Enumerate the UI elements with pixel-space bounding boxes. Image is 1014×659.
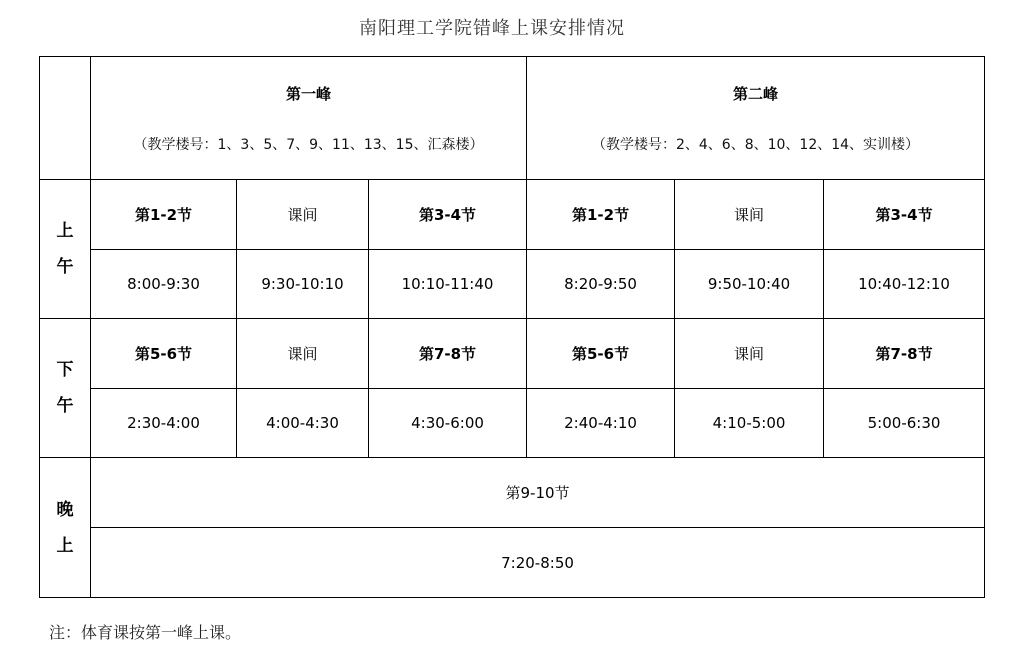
peak-name: 第二峰 (733, 84, 779, 103)
corner-cell (40, 57, 91, 180)
session-label: 第7-8节 (824, 319, 985, 389)
period-char: 上 (56, 221, 74, 241)
time-cell: 9:50-10:40 (675, 250, 824, 319)
break-label: 课间 (237, 180, 369, 250)
page-title: 南阳理工学院错峰上课安排情况 (359, 18, 625, 39)
session-label: 第3-4节 (824, 180, 985, 250)
time-cell: 4:10-5:00 (675, 389, 824, 458)
period-char: 晚 (56, 499, 74, 520)
time-cell: 2:30-4:00 (91, 389, 237, 458)
time-cell: 10:10-11:40 (369, 250, 527, 319)
evening-session-label: 第9-10节 (91, 458, 985, 528)
period-char: 午 (56, 257, 74, 277)
break-label: 课间 (675, 319, 824, 389)
time-cell: 10:40-12:10 (824, 250, 985, 319)
time-cell: 8:20-9:50 (527, 250, 675, 319)
period-char: 上 (56, 535, 74, 556)
evening-time-cell: 7:20-8:50 (91, 528, 985, 598)
time-cell: 2:40-4:10 (527, 389, 675, 458)
break-label: 课间 (237, 319, 369, 389)
break-label: 课间 (675, 180, 824, 250)
session-label: 第7-8节 (369, 319, 527, 389)
peak-buildings: （教学楼号：2、4、6、8、10、12、14、实训楼） (591, 136, 920, 153)
schedule-table (39, 56, 985, 598)
time-cell: 4:00-4:30 (237, 389, 369, 458)
period-evening (40, 458, 91, 598)
session-label: 第5-6节 (527, 319, 675, 389)
peak-buildings: （教学楼号：1、3、5、7、9、11、13、15、汇森楼） (133, 136, 484, 153)
period-morning (40, 180, 91, 319)
time-cell: 4:30-6:00 (369, 389, 527, 458)
time-cell: 8:00-9:30 (91, 250, 237, 319)
time-cell: 5:00-6:30 (824, 389, 985, 458)
session-label: 第5-6节 (91, 319, 237, 389)
period-afternoon (40, 319, 91, 458)
peak-header-2 (527, 57, 985, 180)
session-label: 第1-2节 (91, 180, 237, 250)
peak-header-1 (91, 57, 527, 180)
session-label: 第3-4节 (369, 180, 527, 250)
footnote: 注：体育课按第一峰上课。 (49, 623, 242, 642)
period-char: 午 (56, 396, 74, 416)
session-label: 第1-2节 (527, 180, 675, 250)
period-char: 下 (56, 360, 74, 380)
peak-name: 第一峰 (286, 84, 332, 103)
time-cell: 9:30-10:10 (237, 250, 369, 319)
